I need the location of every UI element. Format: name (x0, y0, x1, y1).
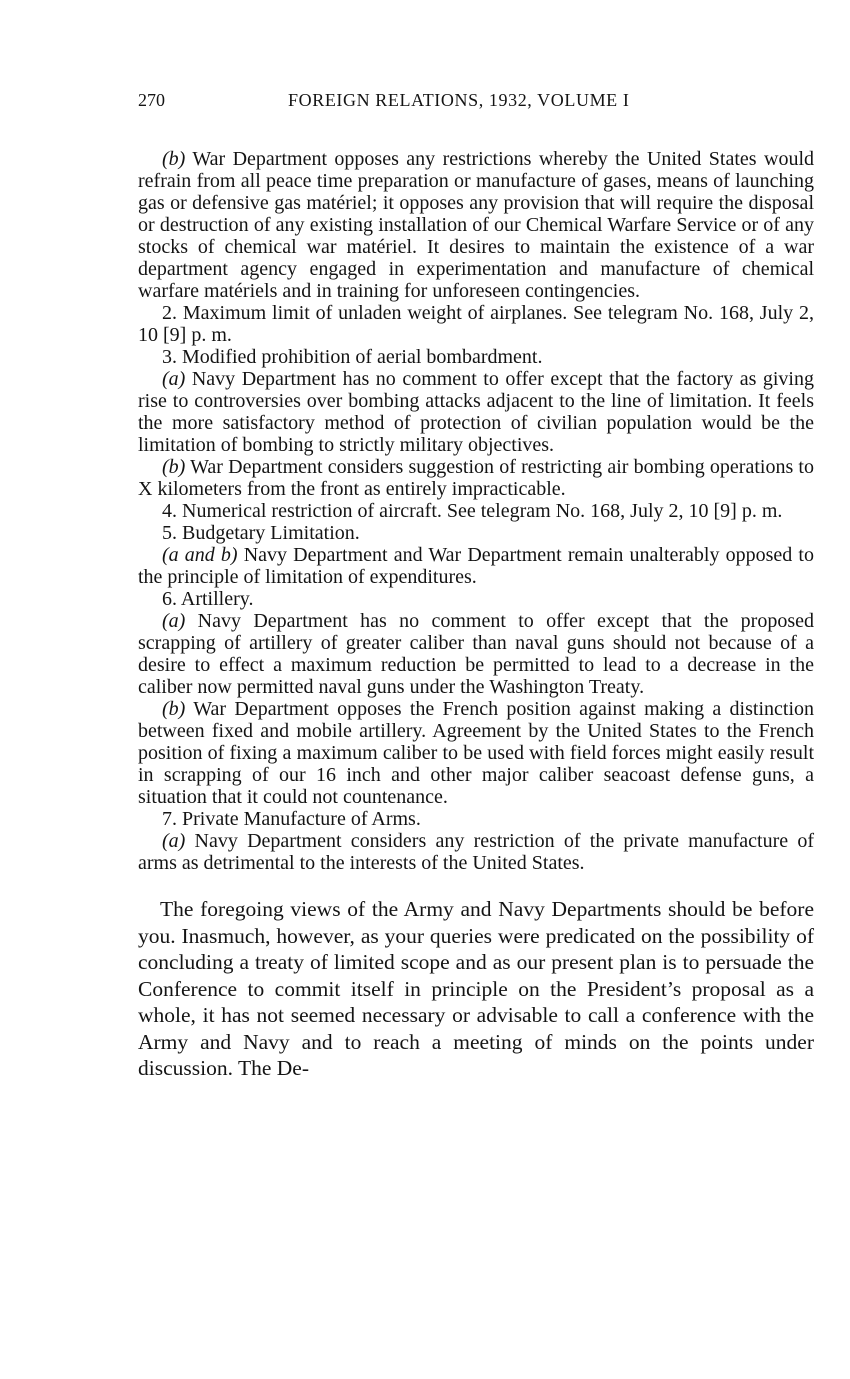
quoted-paragraph (138, 830, 814, 874)
paragraph-text: Navy Department and War Department remain unalterably opposed to the principle of limitation of expenditures. (138, 544, 814, 588)
body-text-block (138, 896, 814, 1082)
quoted-paragraph (138, 588, 814, 610)
quoted-paragraph (138, 368, 814, 456)
item-label: (b) (162, 456, 186, 478)
quoted-paragraph (138, 500, 814, 522)
quoted-telegram-block (138, 148, 814, 874)
quoted-paragraph (138, 610, 814, 698)
quoted-paragraph (138, 302, 814, 346)
item-label: (a) (162, 610, 186, 632)
quoted-paragraph (138, 148, 814, 302)
paragraph-text: 6. Artillery. (162, 588, 254, 610)
item-label: (b) (162, 698, 186, 720)
running-head (138, 90, 814, 116)
document-page (138, 90, 814, 1082)
paragraph-text: Navy Department considers any restriction of the private manufacture of arms as detrimental to the interests of the United States. (138, 830, 814, 874)
paragraph-text: 7. Private Manufacture of Arms. (162, 808, 421, 830)
item-label: (b) (162, 148, 186, 170)
item-label: (a) (162, 368, 186, 390)
body-paragraph: The foregoing views of the Army and Navy Departments should be before you. Inasmuch, however, as your queries were predicated on the possibility of concluding a treaty of limited scope and as our present plan is to persuade the Conference to commit itself in principle on the President’s proposal as a whole, it has not seemed necessary or advisable to call a conference with the Army and Navy and to reach a meeting of minds on the points under discussion. The De- (138, 897, 814, 1080)
quoted-paragraph (138, 522, 814, 544)
paragraph-text: 4. Numerical restriction of aircraft. See telegram No. 168, July 2, 10 [9] p. m. (162, 500, 783, 522)
quoted-paragraph (138, 544, 814, 588)
paragraph-text: War Department considers suggestion of restricting air bombing operations to X kilometers from the front as entirely impracticable. (138, 456, 814, 500)
paragraph-text: 5. Budgetary Limitation. (162, 522, 360, 544)
paragraph-text: Navy Department has no comment to offer except that the proposed scrapping of artillery of greater caliber than naval guns should not because of a desire to effect a maximum reduction be permitted to lead to a decrease in the caliber now permitted naval guns under the Washington Treaty. (138, 610, 814, 698)
quoted-paragraph (138, 698, 814, 808)
page-number: 270 (138, 90, 165, 110)
paragraph-text: Navy Department has no comment to offer except that the factory as giving rise to controversies over bombing attacks adjacent to the line of limitation. It feels the more satisfactory method of protection of civilian population would be the limitation of bombing to strictly military objectives. (138, 368, 814, 456)
quoted-paragraph (138, 346, 814, 368)
paragraph-text: War Department opposes the French position against making a distinction between fixed and mobile artillery. Agreement by the United States to the French position of fixing a maximum caliber to be used with field forces might easily result in scrapping of our 16 inch and other major caliber seacoast defense guns, a situation that it could not countenance. (138, 698, 814, 808)
item-label: (a) (162, 830, 186, 852)
paragraph-text: War Department opposes any restrictions whereby the United States would refrain from all peace time preparation or manufacture of gases, means of launching gas or defensive gas matériel; it opposes any provision that will require the disposal or destruction of any existing installation of our Chemical Warfare Service or of any stocks of chemical war matériel. It desires to maintain the existence of a war department agency engaged in experimentation and manufacture of chemical warfare matériels and in training for unforeseen contingencies. (138, 148, 814, 302)
paragraph-text: 3. Modified prohibition of aerial bombardment. (162, 346, 543, 368)
paragraph-text: 2. Maximum limit of unladen weight of airplanes. See telegram No. 168, July 2, 10 [9] p. m. (138, 302, 814, 346)
quoted-paragraph (138, 808, 814, 830)
quoted-paragraph (138, 456, 814, 500)
item-label: (a and b) (162, 544, 238, 566)
running-head-title: FOREIGN RELATIONS, 1932, VOLUME I (288, 90, 630, 110)
